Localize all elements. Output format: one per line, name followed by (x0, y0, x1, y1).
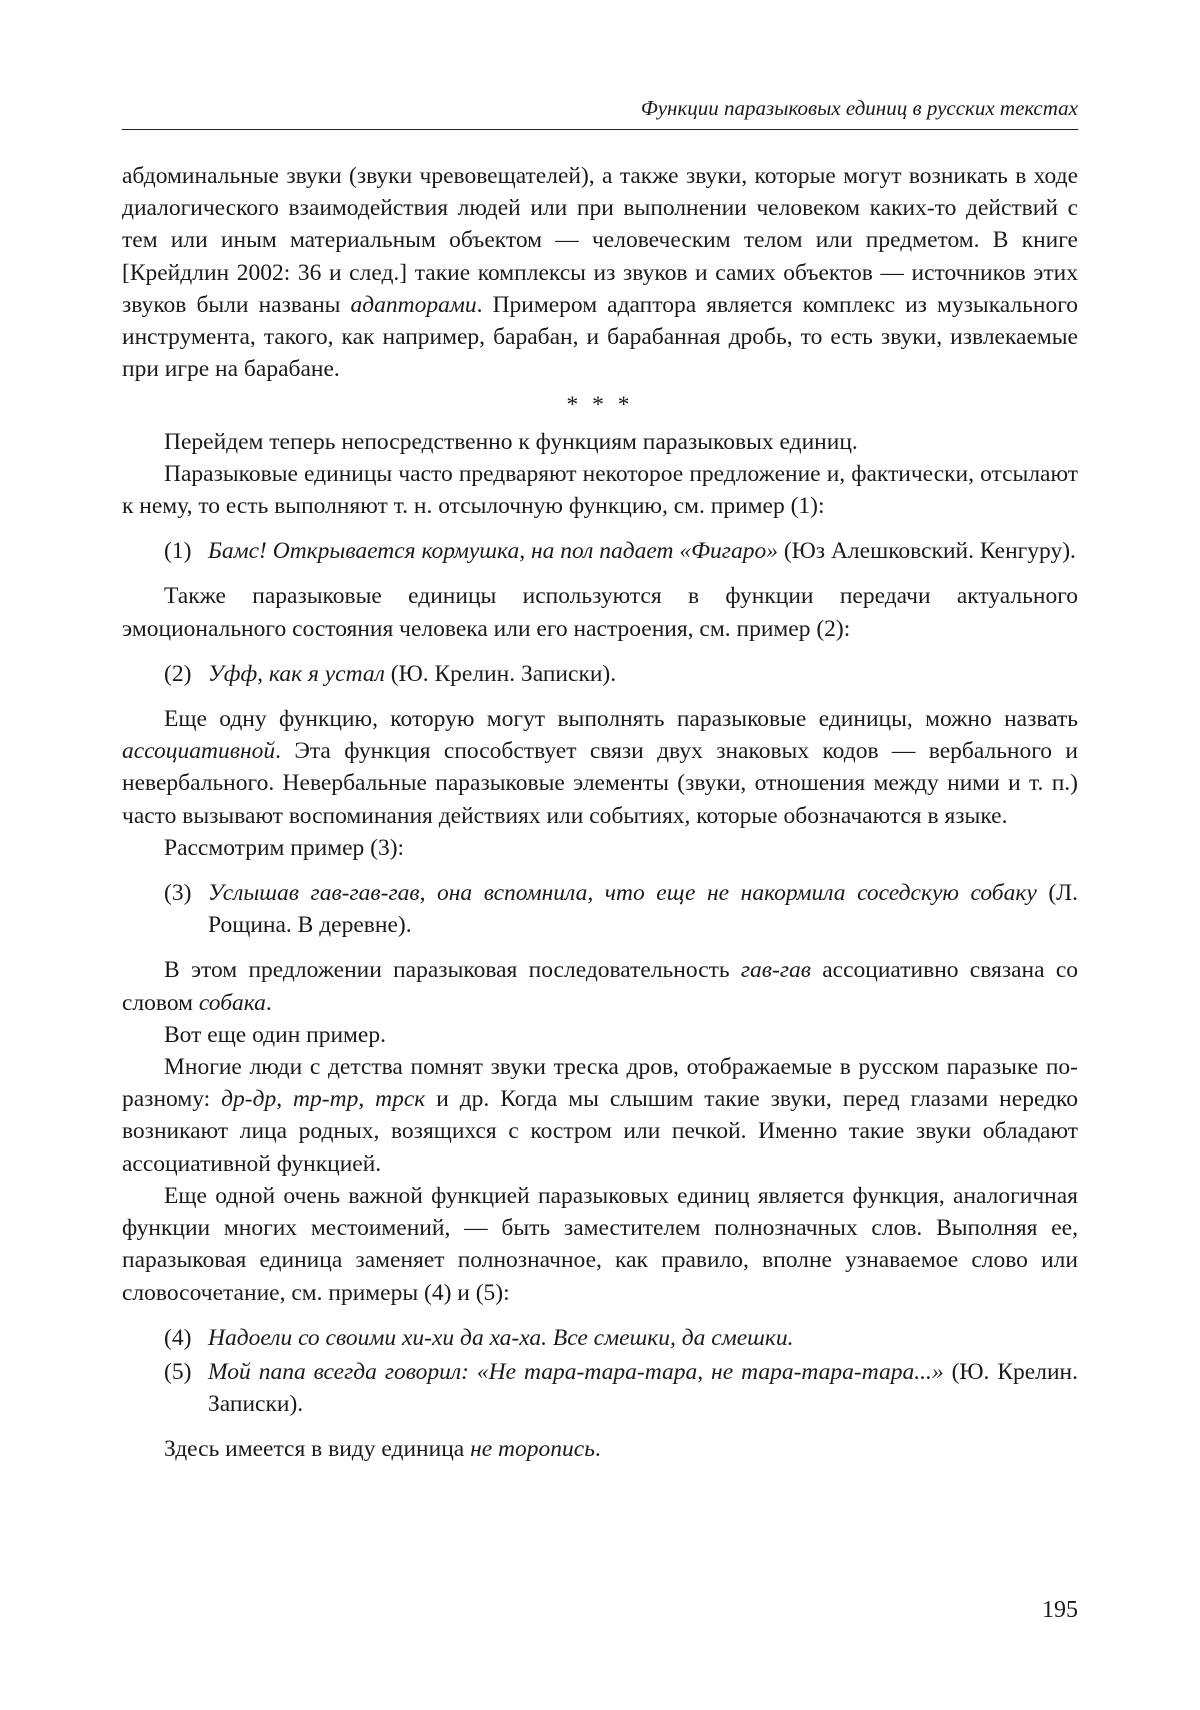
paragraph-emotional-function: Также паразыковые единицы используются в функции передачи актуального эмоционального состояния человека или его настроения, см. пример (2): (122, 583, 1078, 642)
running-title: Функции паразыковых единиц в русских текстах (640, 96, 1078, 120)
term-dr-dr: др-др (221, 1086, 277, 1113)
example-5 (122, 1356, 1078, 1420)
section-separator: * * * (566, 392, 634, 419)
paragraph-adaptors (122, 160, 1078, 385)
example-number: (2) (164, 660, 192, 687)
example-1 (122, 535, 1078, 567)
example-text: Надоели со своими хи-хи да ха-ха. Все смешки, да смешки. (208, 1324, 794, 1351)
term-tr-tr: тр-тр, трск (293, 1086, 426, 1113)
paragraph-transition: Перейдем теперь непосредственно к функциям паразыковых единиц. (164, 428, 858, 455)
example-2 (122, 658, 1078, 690)
example-text: Мой папа всегда говорил: «Не тара-тара-тара, не тара-тара-тара...» (208, 1358, 944, 1385)
example-text: Бамс! Открывается кормушка, на пол падает «Фигаро» (208, 538, 778, 565)
paragraph-consider-example: Рассмотрим пример (3): (164, 834, 405, 861)
example-source: (Юз Алешковский. Кенгуру). (777, 538, 1076, 565)
term-ne-toropis: не торопись (470, 1436, 595, 1463)
running-header (122, 96, 1078, 130)
example-3 (122, 877, 1078, 941)
term-adaptors: адапторами (350, 291, 477, 318)
example-number: (4) (164, 1324, 192, 1351)
text-run: . Эта функция способствует связи двух знаковых кодов — вербального и невербального. Невербальные паразыковые элементы (звуки, отношения между ними и т. п.) часто вызывают воспоминания действиях или событиях, которые обозначаются в языке. (122, 738, 1078, 829)
page-body (122, 160, 1078, 1466)
text-run: Многие люди с детства помнят звуки треска дров, отображаемые в русском паразыке по-разному: (122, 1054, 1078, 1113)
paragraph-firewood (122, 1051, 1078, 1180)
text-run: . (594, 1436, 601, 1463)
paragraph-reference-function: Паразыковые единицы часто предваряют некоторое предложение и, фактически, отсылают к нему, то есть выполняют т. н. отсылочную функцию, см. пример (1): (122, 460, 1078, 520)
text-run: Здесь имеется в виду единица (164, 1436, 471, 1463)
example-number: (1) (164, 538, 192, 565)
text-run: , (276, 1086, 294, 1113)
paragraph-gav-gav (122, 954, 1078, 1018)
text-run: . (265, 989, 272, 1016)
example-source: (Ю. Крелин. Записки). (384, 660, 617, 687)
text-run: . Примером адаптора является комплекс из музыкального инструмента, такого, как например, барабан, и барабанная дробь, то есть звуки, извлекаемые при игре на барабане. (122, 291, 1078, 383)
example-source: (Ю. Крелин. Записки). (208, 1358, 1078, 1418)
text-run: абдоминальные звуки (звуки чревовещателей), а также звуки, которые могут возникать в ходе диалогического взаимодействия людей или при выполнении человеком каких-то действий с тем или иным материальным объектом — человеческим телом или предметом. В книге [Крейдлин 2002: 36 и след.] такие комплексы из звуков и самих объектов — источников этих звуков были названы (122, 163, 1078, 318)
term-sobaka: собака (198, 989, 266, 1016)
paragraph-another-example: Вот еще один пример. (164, 1021, 386, 1048)
term-associative: ассоциативной (122, 738, 276, 765)
text-run: ассоциативно связана со словом (122, 957, 1078, 1016)
example-number: (3) (164, 880, 192, 907)
example-text: Услышав гав-гав-гав, она вспомнила, что еще не накормила соседскую собаку (208, 880, 1037, 907)
paragraph-associative-function (122, 703, 1078, 832)
page-number: 195 (1042, 1597, 1078, 1623)
example-4 (122, 1322, 1078, 1354)
text-run: и др. Когда мы слышим такие звуки, перед глазами нередко возникают лица родных, возящихся с костром или печкой. Именно такие звуки обладают ассоциативной функцией. (122, 1086, 1078, 1177)
example-text: Уфф, как я устал (208, 660, 385, 687)
paragraph-substitute-function: Еще одной очень важной функцией паразыковых единиц является функция, аналогичная функции многих местоимений, — быть заместителем полнозначных слов. Выполняя ее, паразыковая единица заменяет полнозначное, как правило, вполне узнаваемое слово или словосочетание, см. примеры (4) и (5): (122, 1182, 1078, 1306)
paragraph-ne-toropis (122, 1433, 1078, 1465)
example-source: (Л. Рощина. В деревне). (208, 880, 1078, 939)
text-run: В этом предложении паразыковая последовательность (164, 957, 741, 984)
example-number: (5) (164, 1358, 192, 1385)
text-run: Еще одну функцию, которую могут выполнять паразыковые единицы, можно назвать (164, 706, 1078, 733)
term-gav-gav: гав-гав (740, 957, 811, 984)
